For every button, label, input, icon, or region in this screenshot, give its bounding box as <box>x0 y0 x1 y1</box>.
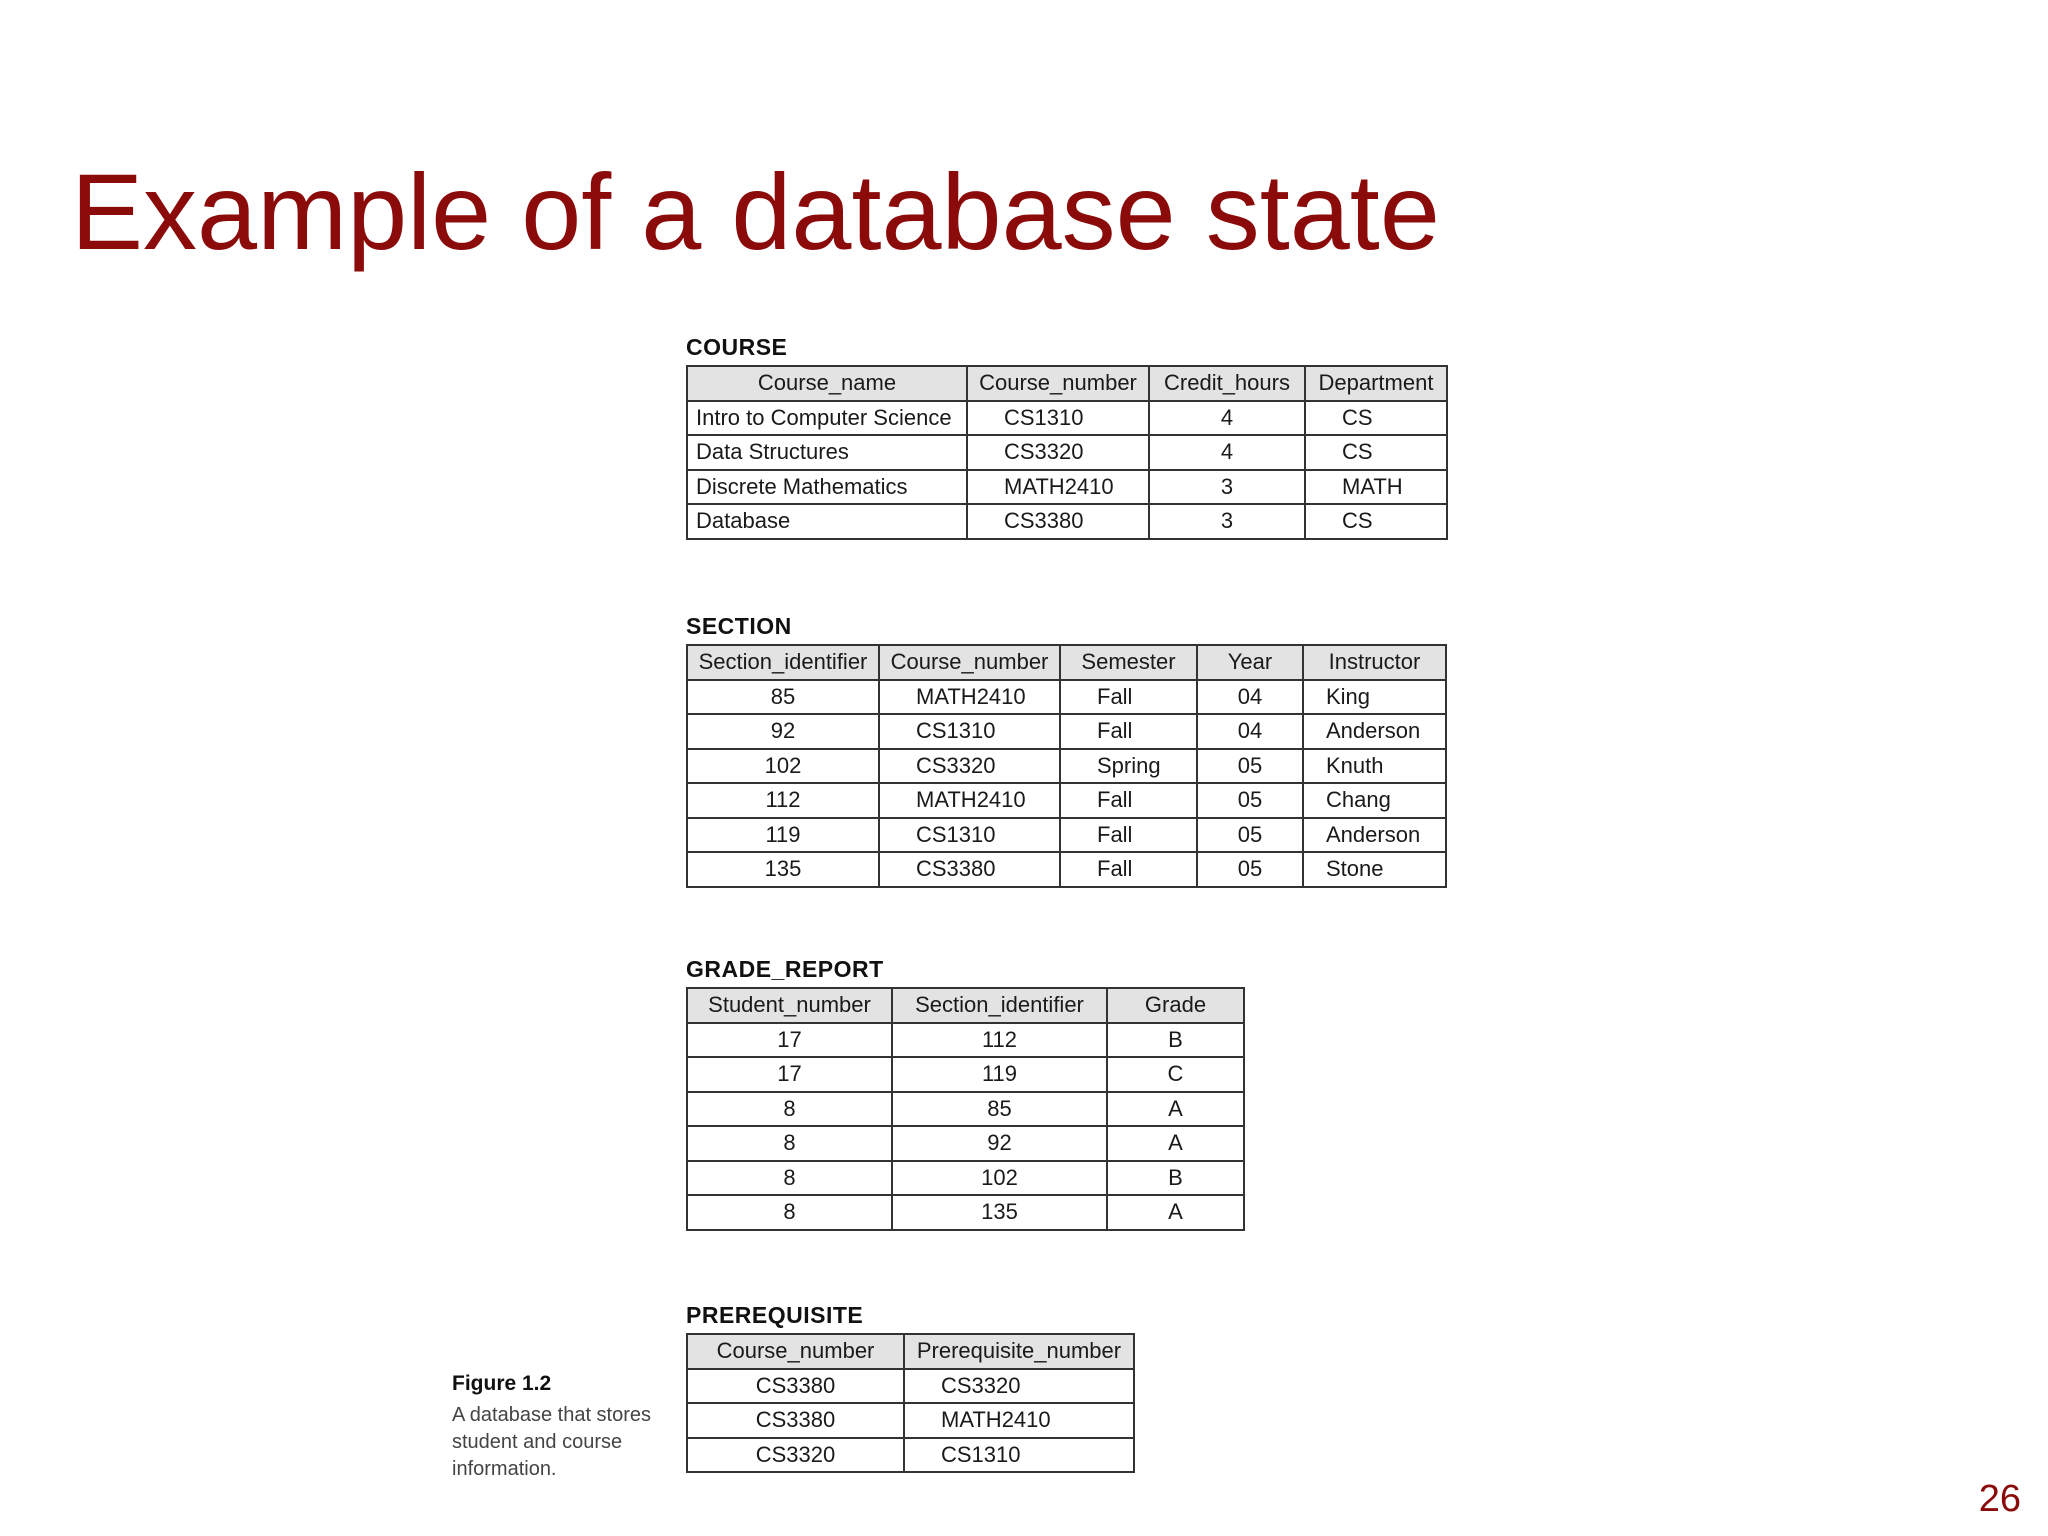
table-row <box>687 852 1446 887</box>
table-cell: CS3380 <box>687 1403 904 1438</box>
grade-report-table <box>686 987 1245 1231</box>
column-header-prerequisite-number: Prerequisite_number <box>904 1334 1134 1369</box>
table-cell: MATH2410 <box>967 470 1149 505</box>
table-cell: Fall <box>1060 783 1197 818</box>
table-header-row <box>687 645 1446 680</box>
column-header-instructor: Instructor <box>1303 645 1446 680</box>
table-cell: Knuth <box>1303 749 1446 784</box>
table-cell: 112 <box>687 783 879 818</box>
table-row <box>687 1369 1134 1404</box>
table-cell: CS3380 <box>967 504 1149 539</box>
table-cell: A <box>1107 1126 1244 1161</box>
column-header-course-name: Course_name <box>687 366 967 401</box>
table-cell: Spring <box>1060 749 1197 784</box>
table-cell: MATH2410 <box>879 783 1060 818</box>
table-header-row <box>687 1334 1134 1369</box>
table-cell: Fall <box>1060 680 1197 715</box>
section-table <box>686 644 1447 888</box>
column-header-section-identifier: Section_identifier <box>892 988 1107 1023</box>
table-cell: CS3380 <box>879 852 1060 887</box>
figure-caption <box>452 1372 682 1483</box>
section-table-label: SECTION <box>686 613 792 639</box>
table-header-row <box>687 366 1447 401</box>
table-row <box>687 1126 1244 1161</box>
course-table-label: COURSE <box>686 334 788 360</box>
table-cell: 4 <box>1149 435 1305 470</box>
table-cell: MATH2410 <box>879 680 1060 715</box>
table-cell: Discrete Mathematics <box>687 470 967 505</box>
table-row <box>687 435 1447 470</box>
table-cell: 17 <box>687 1023 892 1058</box>
table-cell: 4 <box>1149 401 1305 436</box>
table-cell: Data Structures <box>687 435 967 470</box>
column-header-semester: Semester <box>1060 645 1197 680</box>
table-cell: 102 <box>687 749 879 784</box>
table-cell: 17 <box>687 1057 892 1092</box>
slide-title: Example of a database state <box>71 151 1440 272</box>
table-row <box>687 401 1447 436</box>
table-row <box>687 749 1446 784</box>
table-header-row <box>687 988 1244 1023</box>
table-cell: C <box>1107 1057 1244 1092</box>
table-row <box>687 680 1446 715</box>
table-row <box>687 504 1447 539</box>
table-cell: CS3320 <box>967 435 1149 470</box>
table-cell: 8 <box>687 1126 892 1161</box>
table-cell: 05 <box>1197 852 1303 887</box>
table-cell: 85 <box>892 1092 1107 1127</box>
table-cell: 3 <box>1149 504 1305 539</box>
table-cell: Anderson <box>1303 818 1446 853</box>
table-cell: MATH2410 <box>904 1403 1134 1438</box>
table-row <box>687 1023 1244 1058</box>
table-cell: 112 <box>892 1023 1107 1058</box>
column-header-grade: Grade <box>1107 988 1244 1023</box>
table-cell: 05 <box>1197 749 1303 784</box>
table-cell: CS3320 <box>879 749 1060 784</box>
table-row <box>687 1195 1244 1230</box>
table-row <box>687 1092 1244 1127</box>
table-cell: 135 <box>687 852 879 887</box>
table-cell: A <box>1107 1092 1244 1127</box>
table-cell: CS1310 <box>904 1438 1134 1473</box>
table-cell: 119 <box>687 818 879 853</box>
table-cell: Fall <box>1060 852 1197 887</box>
table-row <box>687 1403 1134 1438</box>
table-cell: MATH <box>1305 470 1447 505</box>
table-cell: 85 <box>687 680 879 715</box>
table-cell: CS1310 <box>879 818 1060 853</box>
table-row <box>687 1438 1134 1473</box>
table-cell: CS1310 <box>879 714 1060 749</box>
table-cell: B <box>1107 1161 1244 1196</box>
table-row <box>687 1057 1244 1092</box>
table-row <box>687 714 1446 749</box>
column-header-credit-hours: Credit_hours <box>1149 366 1305 401</box>
table-cell: 05 <box>1197 783 1303 818</box>
table-cell: 135 <box>892 1195 1107 1230</box>
table-cell: CS1310 <box>967 401 1149 436</box>
table-cell: CS <box>1305 401 1447 436</box>
table-cell: 8 <box>687 1092 892 1127</box>
table-cell: 05 <box>1197 818 1303 853</box>
column-header-section-identifier: Section_identifier <box>687 645 879 680</box>
column-header-course-number: Course_number <box>879 645 1060 680</box>
column-header-department: Department <box>1305 366 1447 401</box>
table-cell: 102 <box>892 1161 1107 1196</box>
column-header-course-number: Course_number <box>687 1334 904 1369</box>
figure-caption-text: A database that stores student and course information. <box>452 1404 652 1480</box>
table-cell: Intro to Computer Science <box>687 401 967 436</box>
table-cell: Chang <box>1303 783 1446 818</box>
table-cell: 8 <box>687 1161 892 1196</box>
table-cell: B <box>1107 1023 1244 1058</box>
prerequisite-table <box>686 1333 1135 1473</box>
table-cell: CS <box>1305 504 1447 539</box>
prerequisite-table-label: PREREQUISITE <box>686 1302 864 1328</box>
column-header-student-number: Student_number <box>687 988 892 1023</box>
table-row <box>687 783 1446 818</box>
course-table <box>686 365 1448 540</box>
table-cell: Stone <box>1303 852 1446 887</box>
table-cell: 92 <box>892 1126 1107 1161</box>
table-cell: CS <box>1305 435 1447 470</box>
table-cell: 04 <box>1197 714 1303 749</box>
table-cell: 92 <box>687 714 879 749</box>
table-cell: CS3380 <box>687 1369 904 1404</box>
table-row <box>687 1161 1244 1196</box>
column-header-course-number: Course_number <box>967 366 1149 401</box>
table-row <box>687 818 1446 853</box>
table-cell: CS3320 <box>904 1369 1134 1404</box>
table-cell: 04 <box>1197 680 1303 715</box>
table-cell: CS3320 <box>687 1438 904 1473</box>
table-cell: 8 <box>687 1195 892 1230</box>
table-cell: Fall <box>1060 818 1197 853</box>
table-cell: Anderson <box>1303 714 1446 749</box>
table-cell: Database <box>687 504 967 539</box>
figure-title: Figure 1.2 <box>452 1372 552 1395</box>
grade-report-table-label: GRADE_REPORT <box>686 956 884 982</box>
page-number: 26 <box>1978 1478 2021 1520</box>
table-cell: 119 <box>892 1057 1107 1092</box>
column-header-year: Year <box>1197 645 1303 680</box>
table-cell: King <box>1303 680 1446 715</box>
table-cell: A <box>1107 1195 1244 1230</box>
table-cell: 3 <box>1149 470 1305 505</box>
table-row <box>687 470 1447 505</box>
table-cell: Fall <box>1060 714 1197 749</box>
